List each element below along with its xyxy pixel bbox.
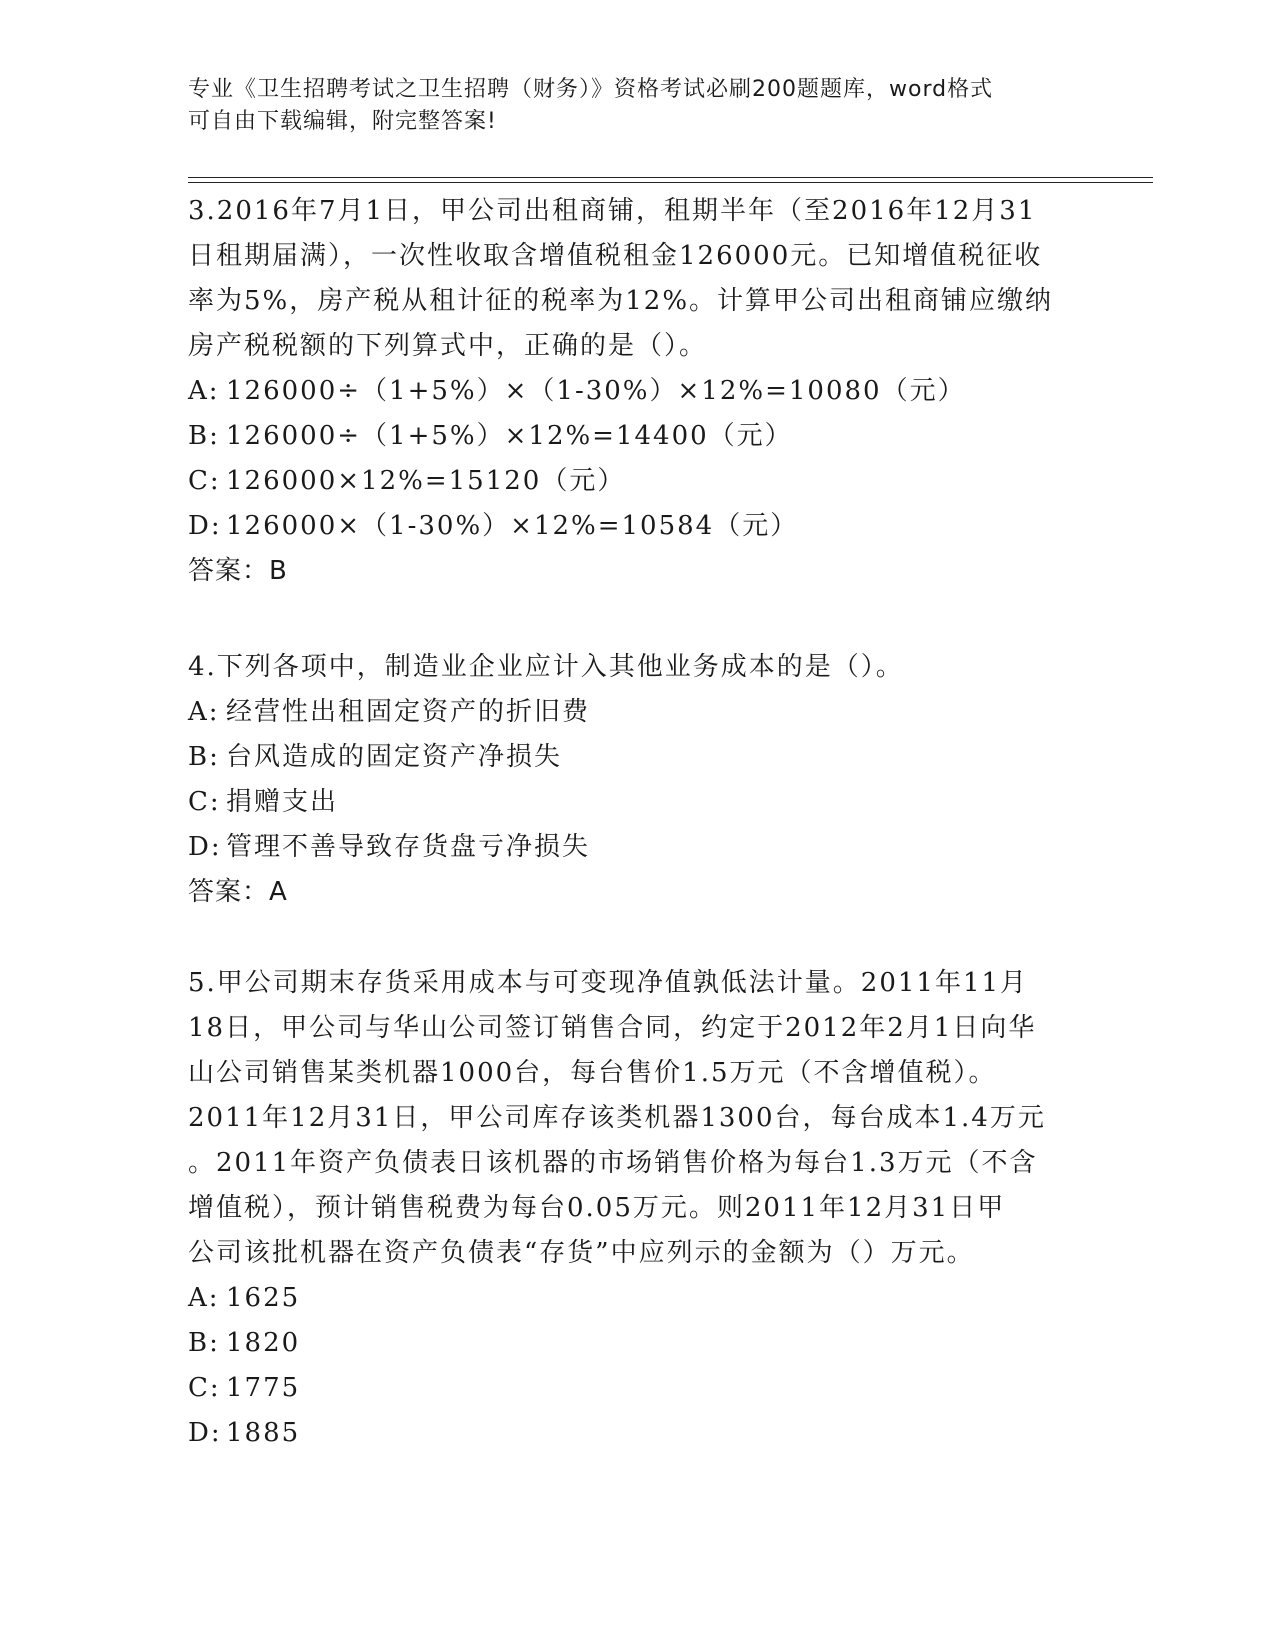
question-stem-line: 2011年12月31日，甲公司库存该类机器1300台，每台成本1.4万元 — [188, 1103, 1046, 1133]
question-stem-line: 3.2016年7月1日，甲公司出租商铺，租期半年（至2016年12月31 — [188, 196, 1037, 226]
option-b — [188, 414, 1088, 459]
header-title-line-2: 可自由下载编辑，附完整答案! — [188, 109, 497, 134]
option-a — [188, 690, 1088, 735]
option-text: 台风造成的固定资产净损失 — [226, 742, 563, 772]
question-3 — [188, 189, 1088, 594]
question-4 — [188, 645, 1088, 915]
question-stem-line: 4.下列各项中，制造业企业应计入其他业务成本的是（）。 — [188, 652, 904, 682]
option-b — [188, 735, 1088, 780]
option-text: 126000÷（1+5%）×（1-30%）×12%=10080（元） — [226, 376, 966, 406]
option-key: B: — [188, 742, 220, 772]
option-key: A: — [188, 1283, 220, 1313]
option-a — [188, 1276, 1088, 1321]
option-c — [188, 1366, 1088, 1411]
option-text: 1625 — [226, 1283, 301, 1313]
option-text: 126000×（1-30%）×12%=10584（元） — [226, 511, 799, 541]
option-key: D: — [188, 832, 222, 862]
option-key: D: — [188, 1418, 222, 1448]
option-text: 经营性出租固定资产的折旧费 — [226, 697, 591, 727]
option-text: 1820 — [226, 1328, 301, 1358]
header-divider-top — [188, 177, 1153, 178]
option-d — [188, 1411, 1088, 1456]
question-stem-line: 公司该批机器在资产负债表“存货”中应列示的金额为（）万元。 — [188, 1238, 975, 1268]
option-b — [188, 1321, 1088, 1366]
option-d — [188, 504, 1088, 549]
option-key: C: — [188, 1373, 221, 1403]
question-stem-line: 增值税），预计销售税费为每台0.05万元。则2011年12月31日甲 — [188, 1193, 1006, 1223]
option-key: B: — [188, 1328, 220, 1358]
answer-line: 答案：B — [188, 556, 288, 586]
option-key: A: — [188, 376, 220, 406]
answer-line: 答案：A — [188, 877, 288, 907]
question-stem-line: 房产税税额的下列算式中，正确的是（）。 — [188, 331, 708, 361]
document-header — [188, 74, 1088, 138]
option-key: D: — [188, 511, 222, 541]
question-stem-line: 5.甲公司期末存货采用成本与可变现净值孰低法计量。2011年11月 — [188, 968, 1029, 998]
question-5 — [188, 961, 1088, 1456]
option-text: 1775 — [226, 1373, 301, 1403]
option-c — [188, 459, 1088, 504]
option-key: C: — [188, 466, 221, 496]
option-key: A: — [188, 697, 220, 727]
option-text: 126000×12%=15120（元） — [226, 466, 626, 496]
question-stem-line: 18日，甲公司与华山公司签订销售合同，约定于2012年2月1日向华 — [188, 1013, 1037, 1043]
option-key: B: — [188, 421, 220, 451]
option-d — [188, 825, 1088, 870]
option-text: 1885 — [226, 1418, 301, 1448]
option-a — [188, 369, 1088, 414]
option-text: 捐赠支出 — [226, 787, 339, 817]
question-stem-line: 日租期届满），一次性收取含增值税租金126000元。已知增值税征收 — [188, 241, 1043, 271]
option-text: 管理不善导致存货盘亏净损失 — [226, 832, 591, 862]
option-key: C: — [188, 787, 221, 817]
question-stem-line: 。2011年资产负债表日该机器的市场销售价格为每台1.3万元（不含 — [188, 1148, 1038, 1178]
option-c — [188, 780, 1088, 825]
question-stem-line: 率为5%，房产税从租计征的税率为12%。计算甲公司出租商铺应缴纳 — [188, 286, 1054, 316]
option-text: 126000÷（1+5%）×12%=14400（元） — [226, 421, 793, 451]
header-divider-bottom — [188, 182, 1153, 183]
question-stem-line: 山公司销售某类机器1000台，每台售价1.5万元（不含增值税）。 — [188, 1058, 997, 1088]
header-title-line-1: 专业《卫生招聘考试之卫生招聘（财务）》资格考试必刷200题题库，word格式 — [188, 77, 994, 102]
